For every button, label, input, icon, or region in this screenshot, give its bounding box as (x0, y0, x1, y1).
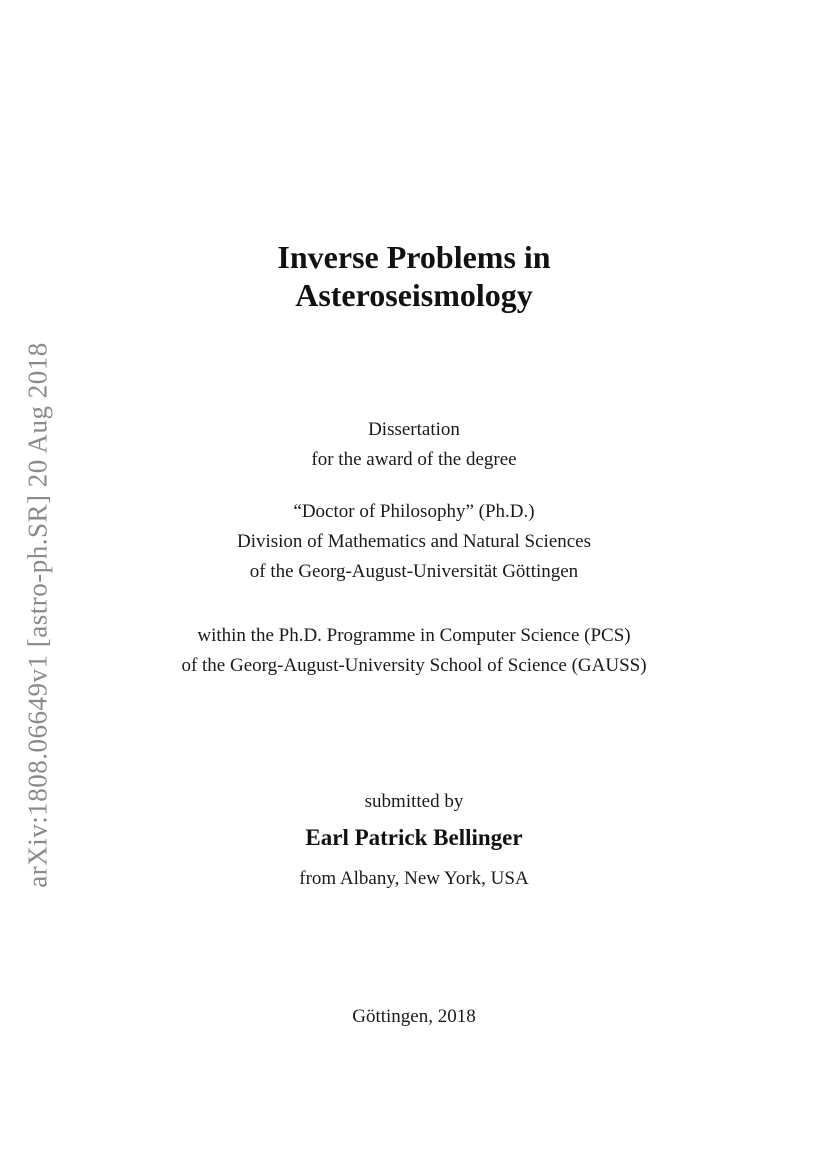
university-name: of the Georg-August-Universität Göttingen (249, 561, 579, 582)
author-name: Earl Patrick Bellinger (305, 825, 523, 850)
document-type: Dissertation (368, 419, 460, 440)
author-origin: from Albany, New York, USA (299, 868, 529, 889)
dissertation-title (100, 238, 728, 314)
division-name: Division of Mathematics and Natural Sciences (236, 531, 592, 552)
arxiv-identifier-stamp: arXiv:1808.06649v1 [astro-ph.SR] 20 Aug 2018 (22, 342, 53, 888)
programme-name: within the Ph.D. Programme in Computer Science (PCS) (197, 625, 631, 646)
award-line: for the award of the degree (311, 449, 517, 470)
title-line-1: Inverse Problems in (277, 239, 551, 275)
submitted-by-label: submitted by (364, 791, 464, 812)
school-name: of the Georg-August-University School of Science (GAUSS) (181, 655, 647, 676)
title-line-2: Asteroseismology (295, 277, 533, 313)
degree-name: “Doctor of Philosophy” (Ph.D.) (293, 501, 535, 522)
place-and-date: Göttingen, 2018 (352, 1006, 476, 1027)
